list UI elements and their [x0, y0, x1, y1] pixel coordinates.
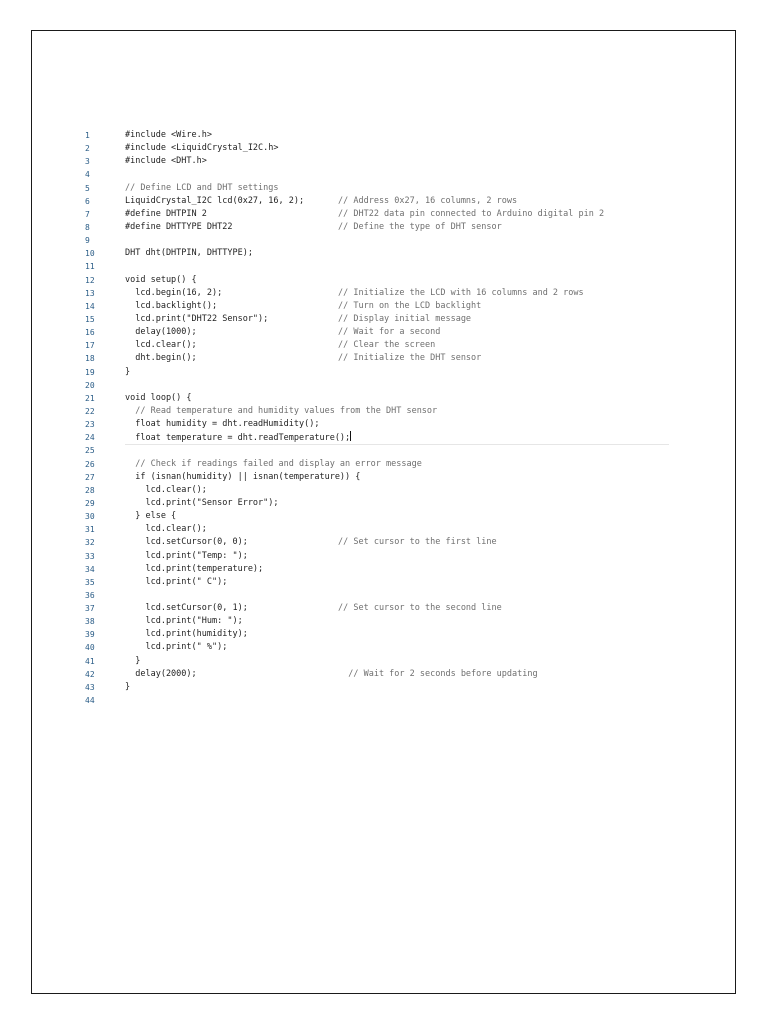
code-text: } — [125, 366, 131, 377]
line-number: 28 — [85, 485, 95, 495]
line-number: 35 — [85, 577, 95, 587]
code-text: lcd.print(temperature); — [125, 563, 264, 574]
code-text: lcd.print("Temp: "); — [125, 550, 248, 561]
code-line[interactable] — [32, 221, 735, 234]
code-line[interactable] — [32, 274, 735, 287]
line-number: 38 — [85, 617, 95, 627]
code-line[interactable] — [32, 155, 735, 168]
line-number: 13 — [85, 288, 95, 298]
text-cursor — [350, 431, 351, 441]
code-line[interactable] — [32, 339, 735, 352]
code-line[interactable] — [32, 589, 735, 602]
code-text: lcd.setCursor(0, 1); — [125, 603, 248, 614]
line-number: 26 — [85, 459, 95, 469]
inline-comment: // Clear the screen — [338, 340, 436, 351]
line-number: 20 — [85, 380, 95, 390]
code-line[interactable] — [32, 129, 735, 142]
code-text: #include <LiquidCrystal_I2C.h> — [125, 143, 279, 154]
line-number: 14 — [85, 301, 95, 311]
code-line[interactable] — [32, 523, 735, 536]
code-line[interactable] — [32, 681, 735, 694]
line-number: 25 — [85, 446, 95, 456]
line-number: 16 — [85, 328, 95, 338]
line-number: 12 — [85, 275, 95, 285]
line-number: 23 — [85, 420, 95, 430]
line-number: 6 — [85, 196, 90, 206]
line-number: 19 — [85, 367, 95, 377]
line-number: 43 — [85, 682, 95, 692]
line-number: 7 — [85, 209, 90, 219]
line-number: 10 — [85, 249, 95, 259]
code-line[interactable] — [32, 352, 735, 365]
code-text: lcd.backlight(); — [125, 300, 218, 311]
code-text: void setup() { — [125, 274, 197, 285]
inline-comment: // Initialize the DHT sensor — [338, 353, 482, 364]
code-line[interactable] — [32, 497, 735, 510]
line-number: 8 — [85, 222, 90, 232]
code-line[interactable] — [32, 641, 735, 654]
code-line[interactable] — [32, 615, 735, 628]
line-number: 11 — [85, 262, 95, 272]
code-line[interactable] — [32, 313, 735, 326]
code-text: lcd.setCursor(0, 0); — [125, 537, 248, 548]
code-text: delay(1000); — [125, 327, 197, 338]
line-number: 32 — [85, 538, 95, 548]
inline-comment: // Set cursor to the second line — [338, 603, 502, 614]
code-line[interactable] — [32, 392, 735, 405]
line-number: 15 — [85, 314, 95, 324]
code-text: } else { — [125, 511, 177, 522]
code-line[interactable] — [32, 418, 735, 431]
inline-comment: // Initialize the LCD with 16 columns and 2 rows — [338, 287, 584, 298]
line-number: 44 — [85, 696, 95, 706]
code-text: #include <DHT.h> — [125, 156, 207, 167]
code-text: #include <Wire.h> — [125, 130, 212, 140]
code-text: if (isnan(humidity) || isnan(temperature)) { — [125, 471, 361, 482]
code-text: #define DHTPIN 2 — [125, 208, 207, 219]
code-text: lcd.print(" C"); — [125, 576, 228, 587]
line-number: 27 — [85, 472, 95, 482]
line-number: 40 — [85, 643, 95, 653]
line-number: 1 — [85, 131, 90, 140]
line-number: 5 — [85, 183, 90, 193]
code-line[interactable] — [32, 405, 735, 418]
code-line[interactable] — [32, 287, 735, 300]
code-text: DHT dht(DHTPIN, DHTTYPE); — [125, 248, 253, 259]
code-line[interactable] — [32, 563, 735, 576]
code-line[interactable] — [32, 326, 735, 339]
code-line[interactable] — [32, 694, 735, 707]
code-text: lcd.clear(); — [125, 340, 197, 351]
code-text: lcd.print(humidity); — [125, 629, 248, 640]
code-line[interactable] — [32, 431, 735, 444]
code-text: // Define LCD and DHT settings — [125, 182, 279, 193]
line-number: 37 — [85, 604, 95, 614]
code-text: } — [125, 681, 131, 692]
code-text: float temperature = dht.readTemperature(); — [125, 433, 351, 444]
line-number: 21 — [85, 393, 95, 403]
code-line[interactable] — [32, 182, 735, 195]
code-text: delay(2000); — [125, 668, 197, 679]
inline-comment: // Define the type of DHT sensor — [338, 221, 502, 232]
inline-comment: // Wait for a second — [338, 327, 441, 338]
inline-comment: // Display initial message — [338, 313, 472, 324]
code-text: lcd.print("Hum: "); — [125, 616, 243, 627]
inline-comment: // Turn on the LCD backlight — [338, 300, 482, 311]
code-line[interactable] — [32, 668, 735, 681]
line-number: 22 — [85, 406, 95, 416]
code-text: float humidity = dht.readHumidity(); — [125, 419, 320, 430]
inline-comment: // Address 0x27, 16 columns, 2 rows — [338, 195, 518, 206]
line-number: 29 — [85, 498, 95, 508]
document-page — [31, 30, 736, 994]
code-text: } — [125, 655, 141, 666]
code-text: dht.begin(); — [125, 353, 197, 364]
line-number: 34 — [85, 564, 95, 574]
code-text: lcd.print(" %"); — [125, 642, 228, 653]
line-number: 31 — [85, 525, 95, 535]
code-line[interactable] — [32, 195, 735, 208]
code-line[interactable] — [32, 208, 735, 221]
code-line[interactable] — [32, 379, 735, 392]
code-line[interactable] — [32, 260, 735, 273]
inline-comment: // DHT22 data pin connected to Arduino digital pin 2 — [338, 208, 605, 219]
code-line[interactable] — [32, 458, 735, 471]
code-line[interactable] — [32, 142, 735, 155]
code-line[interactable] — [32, 366, 735, 379]
inline-comment: // Set cursor to the first line — [338, 537, 497, 548]
line-number: 4 — [85, 170, 90, 180]
code-line[interactable] — [32, 550, 735, 563]
code-text: LiquidCrystal_I2C lcd(0x27, 16, 2); — [125, 195, 305, 206]
code-line[interactable] — [32, 576, 735, 589]
code-line[interactable] — [32, 628, 735, 641]
code-line[interactable] — [32, 484, 735, 497]
inline-comment: // Wait for 2 seconds before updating — [338, 668, 538, 679]
code-text: // Read temperature and humidity values from the DHT sensor — [125, 405, 438, 416]
code-text: lcd.print("DHT22 Sensor"); — [125, 313, 269, 324]
line-number: 17 — [85, 341, 95, 351]
line-number: 36 — [85, 590, 95, 600]
code-line[interactable] — [32, 300, 735, 313]
line-number: 2 — [85, 144, 90, 154]
line-number: 39 — [85, 630, 95, 640]
code-text: lcd.print("Sensor Error"); — [125, 497, 279, 508]
line-number: 24 — [85, 433, 95, 443]
code-line[interactable] — [32, 247, 735, 260]
code-text: // Check if readings failed and display an error message — [125, 458, 422, 469]
code-line[interactable] — [32, 655, 735, 668]
code-line[interactable] — [32, 444, 735, 457]
code-listing[interactable] — [32, 129, 735, 707]
line-number: 18 — [85, 354, 95, 364]
line-number: 33 — [85, 551, 95, 561]
line-number: 9 — [85, 236, 90, 246]
code-line[interactable] — [32, 536, 735, 549]
code-text: lcd.clear(); — [125, 524, 207, 535]
code-line[interactable] — [32, 510, 735, 523]
code-line[interactable] — [32, 471, 735, 484]
code-line[interactable] — [32, 602, 735, 615]
code-text: void loop() { — [125, 392, 192, 403]
code-text: lcd.clear(); — [125, 484, 207, 495]
line-number: 30 — [85, 512, 95, 522]
code-text: #define DHTTYPE DHT22 — [125, 221, 233, 232]
line-number: 3 — [85, 157, 90, 167]
code-line[interactable] — [32, 234, 735, 247]
code-text: lcd.begin(16, 2); — [125, 287, 223, 298]
code-line[interactable] — [32, 168, 735, 181]
line-number: 41 — [85, 656, 95, 666]
line-number: 42 — [85, 669, 95, 679]
